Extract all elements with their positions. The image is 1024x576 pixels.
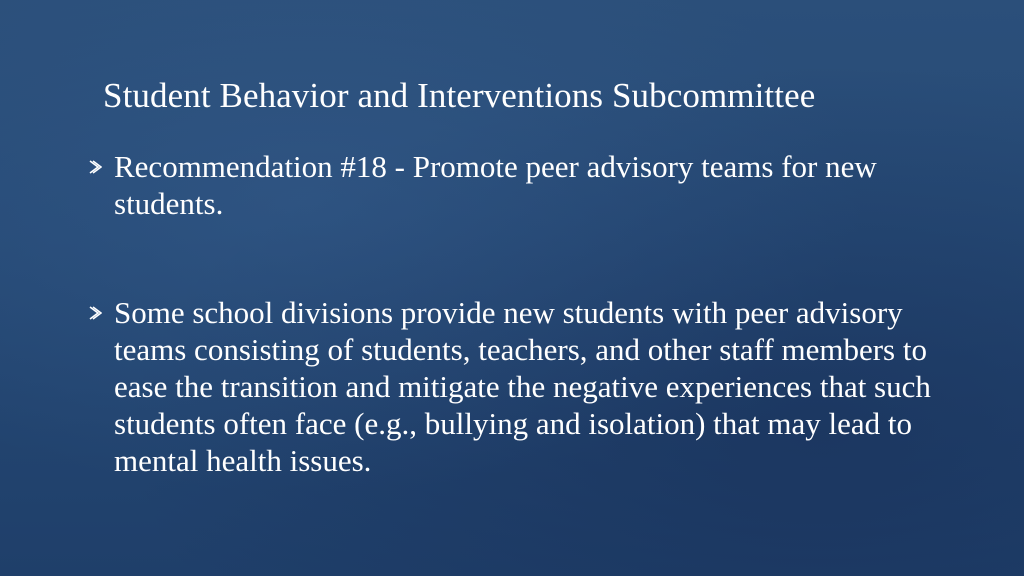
bullet-list [88, 148, 968, 479]
slide-title: Student Behavior and Interventions Subcommittee [103, 76, 816, 115]
bullet-item-recommendation [88, 148, 968, 222]
bullet-text: Some school divisions provide new students with peer advisory teams consisting of students, teachers, and other staff members to ease the transition and mitigate the negative experiences that such students often face (e.g., bullying and isolation) that may lead to mental health issues. [114, 295, 931, 478]
arrow-bullet-icon [88, 305, 102, 321]
bullet-text: Recommendation #18 - Promote peer advisory teams for new students. [114, 149, 877, 221]
bullet-item-description [88, 294, 968, 479]
arrow-bullet-icon [88, 159, 102, 175]
